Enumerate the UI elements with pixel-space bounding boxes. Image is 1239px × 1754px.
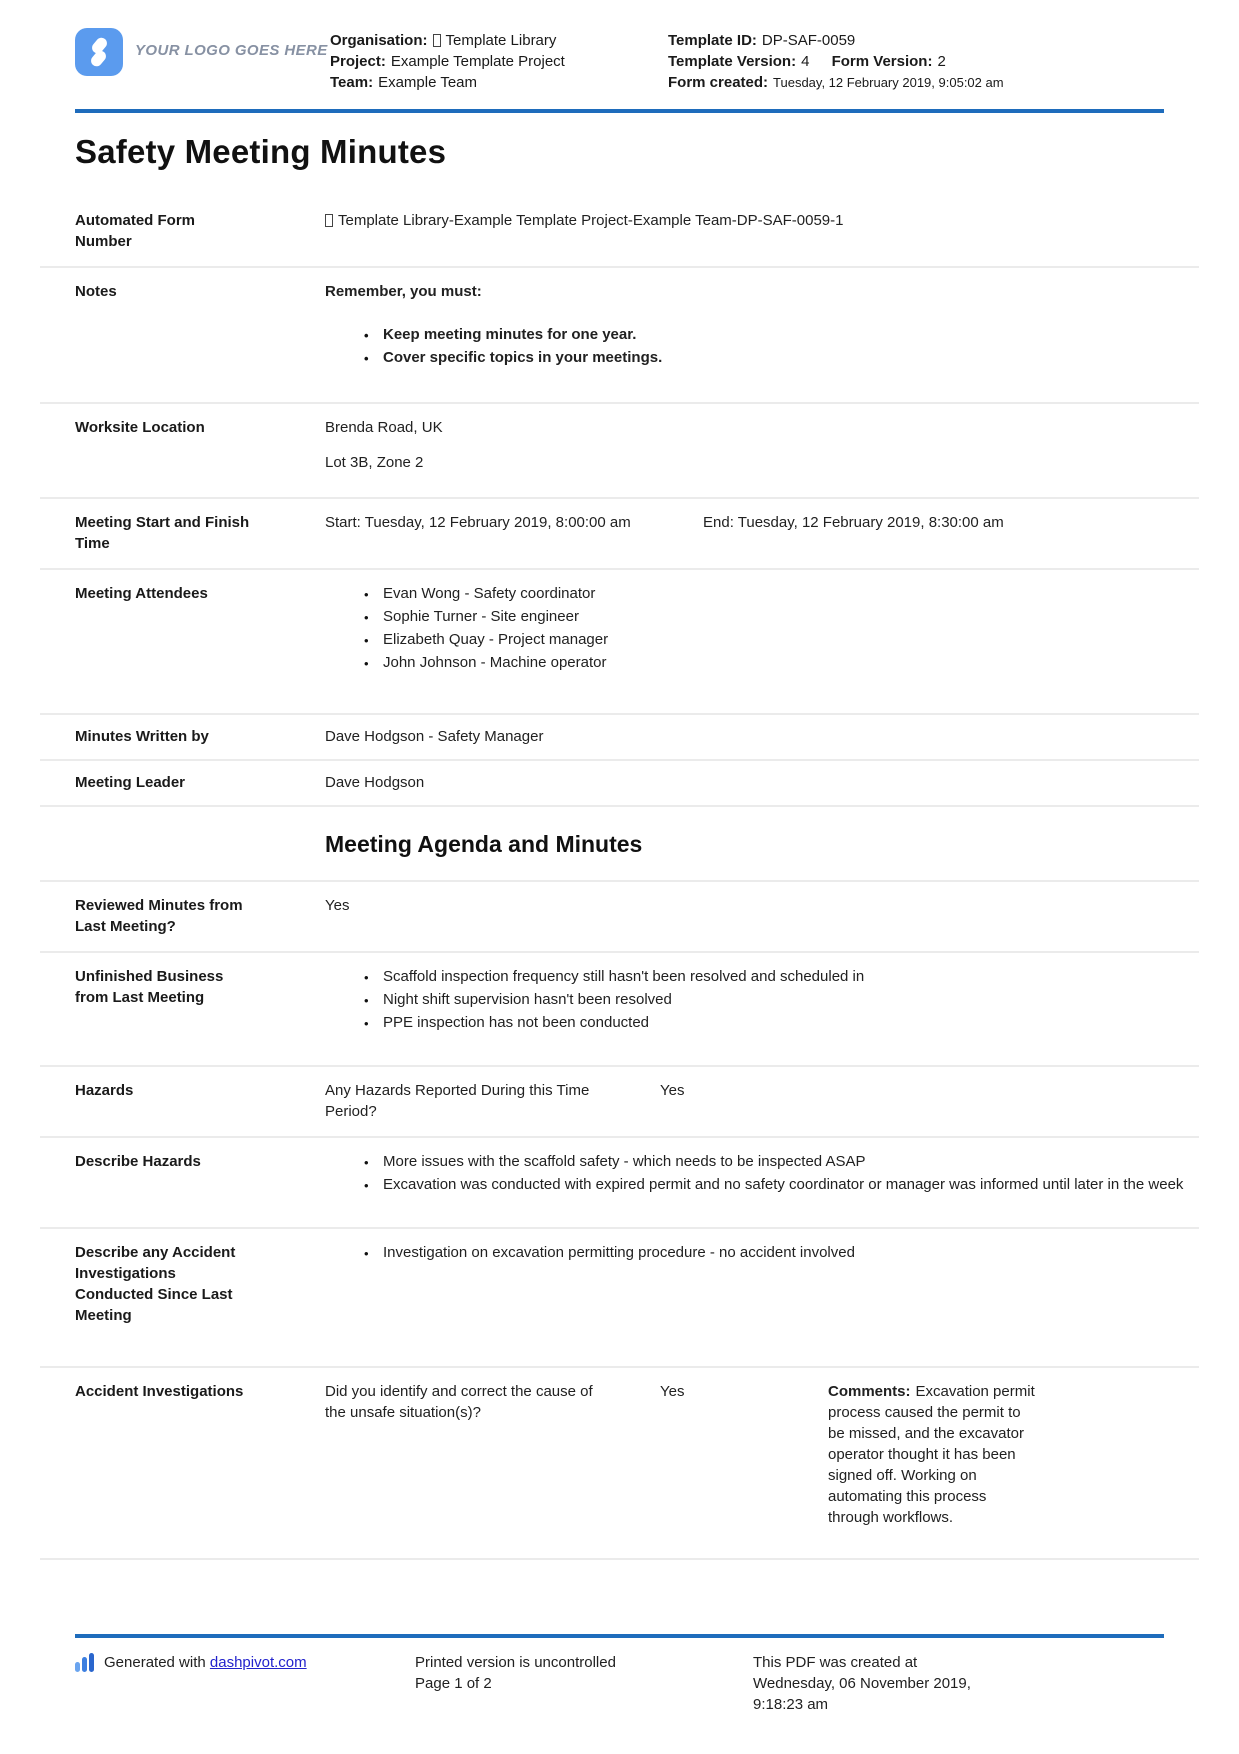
meeting-end-value: End: Tuesday, 12 February 2019, 8:30:00 am — [703, 514, 1004, 531]
header-org-block — [330, 28, 668, 93]
document-footer — [0, 1634, 1239, 1715]
row-meeting-time — [40, 499, 1199, 570]
row-unfinished-business — [40, 953, 1199, 1067]
document-header — [0, 0, 1239, 93]
describe-hazards-bullet-list — [325, 1151, 1199, 1195]
row-hazards — [40, 1067, 1199, 1138]
row-accident-investigations — [40, 1368, 1199, 1560]
accident-comments — [828, 1381, 1035, 1528]
organisation-value: Template Library — [445, 32, 557, 49]
logo-placeholder-text: YOUR LOGO GOES HERE — [135, 42, 328, 59]
row-meeting-attendees — [40, 570, 1199, 715]
form-version-value: 2 — [937, 53, 946, 70]
row-reviewed-minutes — [40, 882, 1199, 953]
form-table — [40, 197, 1199, 1560]
team-value: Example Team — [378, 74, 478, 91]
project-label: Project: — [330, 53, 386, 70]
generated-with-text: Generated with — [104, 1654, 206, 1671]
row-describe-hazards — [40, 1138, 1199, 1229]
attendees-bullet-list — [325, 583, 1199, 673]
row-label: Reviewed Minutes from Last Meeting? — [75, 897, 243, 935]
row-label: Worksite Location — [75, 419, 205, 436]
worksite-line1: Brenda Road, UK — [325, 419, 443, 436]
list-item: • Cover specific topics in your meetings. — [383, 347, 1199, 368]
template-id-line — [668, 30, 1164, 51]
dashpivot-link[interactable]: dashpivot.com — [209, 1654, 307, 1671]
notes-bullet-list — [325, 324, 1199, 368]
row-label: Unfinished Business from Last Meeting — [75, 968, 224, 1006]
versions-line — [668, 51, 1164, 72]
section-heading-row — [40, 807, 1199, 882]
printed-version-block — [415, 1652, 753, 1715]
logo-s-icon — [75, 28, 123, 76]
header-divider-line — [75, 109, 1164, 113]
page-title: Safety Meeting Minutes — [75, 133, 447, 170]
row-label: Meeting Start and Finish Time — [75, 514, 250, 552]
header-template-block — [668, 28, 1164, 93]
list-item: • John Johnson - Machine operator — [383, 652, 1199, 673]
template-id-label: Template ID: — [668, 32, 757, 49]
printed-version-text: Printed version is uncontrolled — [415, 1654, 616, 1671]
form-created-label: Form created: — [668, 74, 769, 91]
logo-s-glyph — [82, 35, 116, 69]
project-line — [330, 51, 668, 72]
project-value: Example Template Project — [390, 53, 565, 70]
row-notes — [40, 268, 1199, 404]
row-minutes-written-by — [40, 715, 1199, 761]
meeting-leader-value: Dave Hodgson — [325, 774, 425, 791]
unfinished-bullet-list — [325, 966, 1199, 1033]
row-accident-investigation-description — [40, 1229, 1199, 1368]
accident-desc-bullet-list — [325, 1242, 1199, 1263]
row-label: Notes — [75, 283, 117, 300]
reviewed-minutes-value: Yes — [325, 897, 350, 914]
missing-glyph-box — [433, 34, 441, 47]
list-item: • Sophie Turner - Site engineer — [383, 606, 1199, 627]
template-id-value: DP-SAF-0059 — [761, 32, 856, 49]
row-label: Minutes Written by — [75, 728, 209, 745]
minutes-written-by-value: Dave Hodgson - Safety Manager — [325, 728, 544, 745]
comments-text: Excavation permit process caused the permit to be missed, and the excavator operator thought it has been signed off. Working on automating this process through workflows. — [828, 1383, 1035, 1526]
list-item: • More issues with the scaffold safety - which needs to be inspected ASAP — [383, 1151, 1199, 1172]
form-created-line — [668, 72, 1164, 93]
worksite-line2: Lot 3B, Zone 2 — [325, 454, 424, 471]
organisation-line — [330, 30, 668, 51]
dashpivot-bars-icon — [75, 1653, 96, 1672]
pdf-created-line1: This PDF was created at — [753, 1654, 918, 1671]
automated-form-number-text: Template Library-Example Template Project-Example Team-DP-SAF-0059-1 — [338, 212, 844, 229]
team-label: Team: — [330, 74, 374, 91]
accident-answer: Yes — [660, 1383, 685, 1400]
template-version-value: 4 — [801, 53, 810, 70]
row-meeting-leader — [40, 761, 1199, 807]
row-label: Meeting Attendees — [75, 585, 208, 602]
list-item: • Keep meeting minutes for one year. — [383, 324, 1199, 345]
section-heading: Meeting Agenda and Minutes — [325, 831, 643, 857]
row-label: Automated Form Number — [75, 212, 195, 250]
pdf-created-block — [753, 1652, 1164, 1715]
missing-glyph-box — [325, 214, 333, 227]
list-item: • Scaffold inspection frequency still hasn't been resolved and scheduled in — [383, 966, 1199, 987]
comments-label: Comments: — [828, 1383, 911, 1400]
meeting-start-value: Start: Tuesday, 12 February 2019, 8:00:00 am — [325, 514, 631, 531]
row-label: Describe Hazards — [75, 1153, 201, 1170]
accident-question: Did you identify and correct the cause of the unsafe situation(s)? — [325, 1383, 593, 1421]
list-item: • Evan Wong - Safety coordinator — [383, 583, 1199, 604]
pdf-created-line3: 9:18:23 am — [753, 1696, 829, 1713]
pdf-created-line2: Wednesday, 06 November 2019, — [753, 1675, 971, 1692]
list-item: • Elizabeth Quay - Project manager — [383, 629, 1199, 650]
row-label: Describe any Accident Investigations Conducted Since Last Meeting — [75, 1244, 236, 1324]
form-created-value: Tuesday, 12 February 2019, 9:05:02 am — [773, 75, 1004, 90]
footer-divider-line — [75, 1634, 1164, 1638]
row-label: Hazards — [75, 1082, 134, 1099]
row-label: Meeting Leader — [75, 774, 186, 791]
team-line — [330, 72, 668, 93]
automated-form-number-value — [325, 210, 1199, 252]
list-item: • Excavation was conducted with expired permit and no safety coordinator or manager was informed until later in the week — [383, 1174, 1199, 1195]
template-version-label: Template Version: — [668, 53, 797, 70]
list-item: • Night shift supervision hasn't been resolved — [383, 989, 1199, 1010]
organisation-label: Organisation: — [330, 32, 428, 49]
hazards-answer: Yes — [660, 1082, 685, 1099]
hazards-question: Any Hazards Reported During this Time Period? — [325, 1082, 590, 1120]
row-worksite-location — [40, 404, 1199, 499]
list-item: • PPE inspection has not been conducted — [383, 1012, 1199, 1033]
row-automated-form-number — [40, 197, 1199, 268]
list-item: • Investigation on excavation permitting procedure - no accident involved — [383, 1242, 1199, 1263]
page-number-text: Page 1 of 2 — [415, 1675, 492, 1692]
notes-intro: Remember, you must: — [325, 283, 482, 300]
form-version-label: Form Version: — [831, 53, 933, 70]
company-logo — [75, 28, 330, 93]
generated-with-block — [75, 1652, 415, 1715]
row-label: Accident Investigations — [75, 1383, 244, 1400]
